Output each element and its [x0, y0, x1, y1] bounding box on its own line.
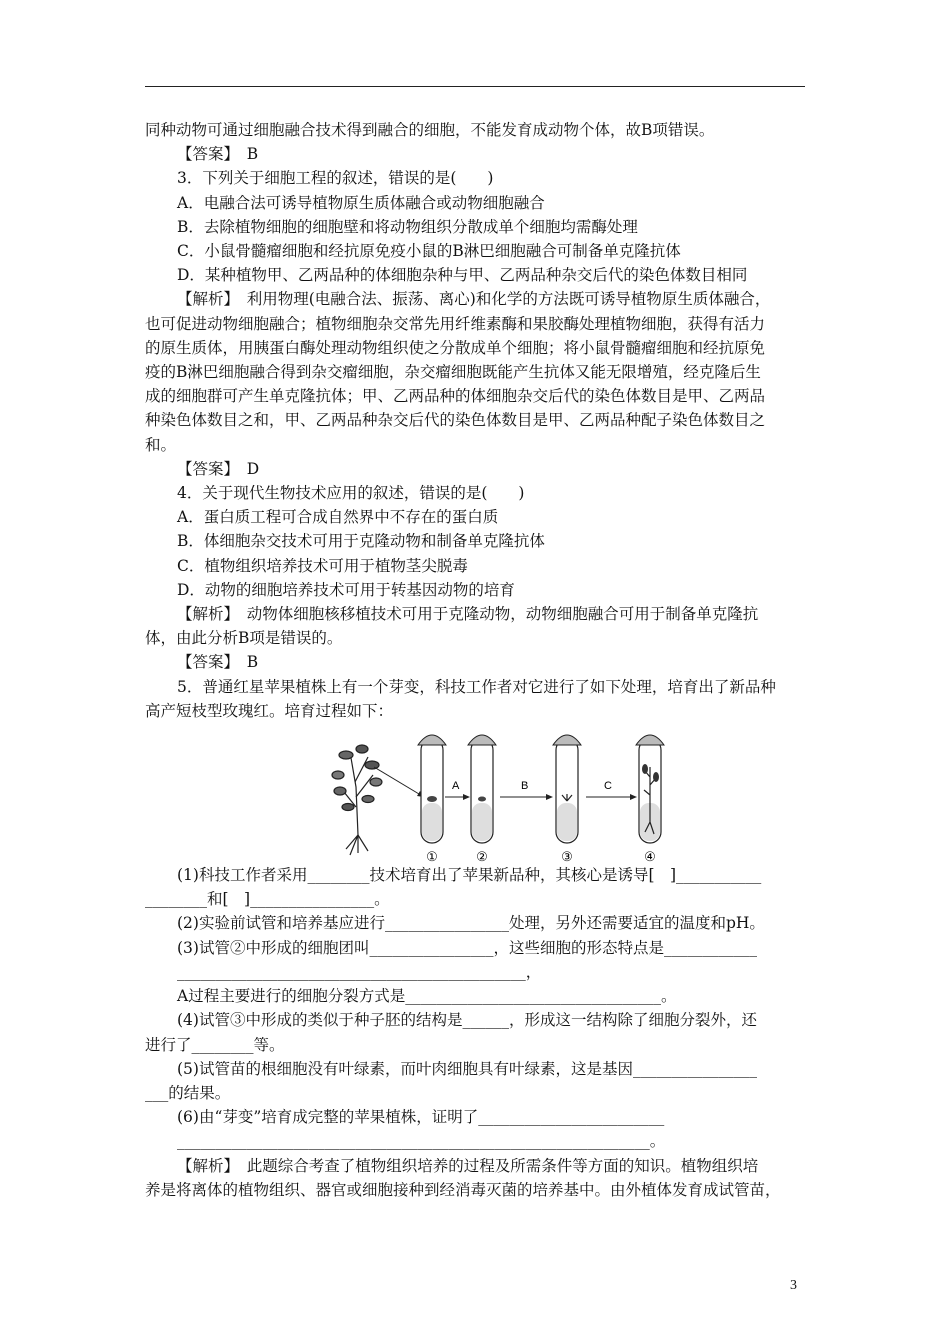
analysis-line: 的原生质体，用胰蛋白酶处理动物组织使之分散成单个细胞；将小鼠骨髓瘤细胞和经抗原免	[145, 338, 766, 357]
option-a: A．电融合法可诱导植物原生质体融合或动物细胞融合	[177, 193, 545, 212]
analysis-line: 疫的B淋巴细胞融合得到杂交瘤细胞，杂交瘤细胞既能产生抗体又能无限增殖，经克隆后生	[145, 363, 761, 382]
answer-line: 【答案】 B	[177, 145, 259, 164]
analysis-line: 【解析】 此题综合考查了植物组织培养的过程及所需条件等方面的知识。植物组织培	[177, 1156, 759, 1175]
option-d: D．某种植物甲、乙两品种的体细胞杂种与甲、乙两品种杂交后代的染色体数目相同	[177, 266, 748, 285]
text-line: 同种动物可通过细胞融合技术得到融合的细胞，不能发育成动物个体，故B项错误。	[145, 121, 715, 139]
subquestion-1: ________和[ ]________________。	[145, 890, 390, 909]
answer-line: 【答案】 B	[177, 653, 259, 672]
tube-label-3: ③	[561, 850, 573, 864]
subquestion-3: A过程主要进行的细胞分裂方式是_________________________________。	[177, 987, 677, 1006]
test-tube-2	[468, 735, 496, 843]
subquestion-6: _____________________________________________________________。	[177, 1132, 666, 1151]
subquestion-5: (5)试管苗的根细胞没有叶绿素，而叶肉细胞具有叶绿素，这是基因________________	[177, 1059, 757, 1078]
option-c: C．植物组织培养技术可用于植物茎尖脱毒	[177, 556, 468, 575]
analysis-line: 种染色体数目之和，甲、乙两品种杂交后代的染色体数目是甲、乙两品种配子染色体数目之	[145, 411, 766, 430]
subquestion-1: (1)科技工作者采用________技术培育出了苹果新品种，其核心是诱导[ ]___________	[177, 866, 762, 885]
analysis-line: 【解析】 利用物理(电融合法、振荡、离心)和化学的方法既可诱导植物原生质体融合，	[177, 290, 771, 309]
test-tube-1	[418, 735, 446, 843]
analysis-line: 也可促进动物细胞融合；植物细胞杂交常先用纤维素酶和果胶酶处理植物细胞，获得有活力	[145, 314, 766, 333]
subquestion-2: (2)实验前试管和培养基应进行________________处理，另外还需要适宜的温度和pH。	[177, 914, 765, 933]
page-number: 3	[790, 1278, 797, 1293]
analysis-line: 体，由此分析B项是错误的。	[145, 629, 343, 648]
subquestion-3: _____________________________________________，	[177, 962, 542, 981]
question-5-stem: 高产短枝型玫瑰红。培育过程如下：	[145, 701, 394, 720]
question-4-stem: 4．关于现代生物技术应用的叙述，错误的是( )	[177, 484, 525, 503]
option-d: D．动物的细胞培养技术可用于转基因动物的培育	[177, 580, 515, 599]
apple-plant-icon	[332, 745, 382, 855]
subquestion-3: (3)试管②中形成的细胞团叫________________，这些细胞的形态特点是____________	[177, 938, 757, 957]
header-rule	[145, 86, 805, 87]
subquestion-4: 进行了________等。	[145, 1035, 285, 1054]
document-body	[145, 118, 807, 1202]
option-b: B．去除植物细胞的细胞壁和将动物组织分散成单个细胞均需酶处理	[177, 217, 638, 236]
answer-line: 【答案】 D	[177, 459, 260, 478]
tube-label-4: ④	[644, 850, 656, 864]
option-c: C．小鼠骨髓瘤细胞和经抗原免疫小鼠的B淋巴细胞融合可制备单克隆抗体	[177, 242, 681, 261]
tube-label-2: ②	[476, 850, 488, 864]
analysis-line: 成的细胞群可产生单克隆抗体；甲、乙两品种的体细胞杂交后代的染色体数目是甲、乙两品	[145, 387, 766, 406]
tissue-culture-diagram	[328, 727, 668, 863]
arrow-label-c: C	[604, 780, 612, 793]
arrow-label-b: B	[521, 780, 529, 793]
analysis-line: 【解析】 动物体细胞核移植技术可用于克隆动物，动物细胞融合可用于制备单克隆抗	[177, 605, 759, 624]
tissue-culture-figure	[145, 727, 807, 863]
analysis-line: 和。	[145, 435, 177, 454]
tube-label-1: ①	[426, 850, 438, 864]
subquestion-5: ___的结果。	[145, 1083, 231, 1102]
question-3-stem: 3．下列关于细胞工程的叙述，错误的是( )	[177, 169, 494, 188]
option-a: A．蛋白质工程可合成自然界中不存在的蛋白质	[177, 508, 499, 527]
test-tube-3	[553, 735, 581, 843]
subquestion-4: (4)试管③中形成的类似于种子胚的结构是______，形成这一结构除了细胞分裂外，还	[177, 1011, 757, 1030]
subquestion-6: (6)由“芽变”培育成完整的苹果植株，证明了________________________	[177, 1108, 665, 1127]
question-5-stem: 5．普通红星苹果植株上有一个芽变，科技工作者对它进行了如下处理，培育出了新品种	[177, 677, 776, 696]
arrow-label-a: A	[452, 780, 460, 793]
option-b: B．体细胞杂交技术可用于克隆动物和制备单克隆抗体	[177, 532, 545, 551]
test-tube-4	[636, 735, 664, 843]
analysis-line: 养是将离体的植物组织、器官或细胞接种到经消毒灭菌的培养基中。由外植体发育成试管苗，	[145, 1180, 781, 1199]
